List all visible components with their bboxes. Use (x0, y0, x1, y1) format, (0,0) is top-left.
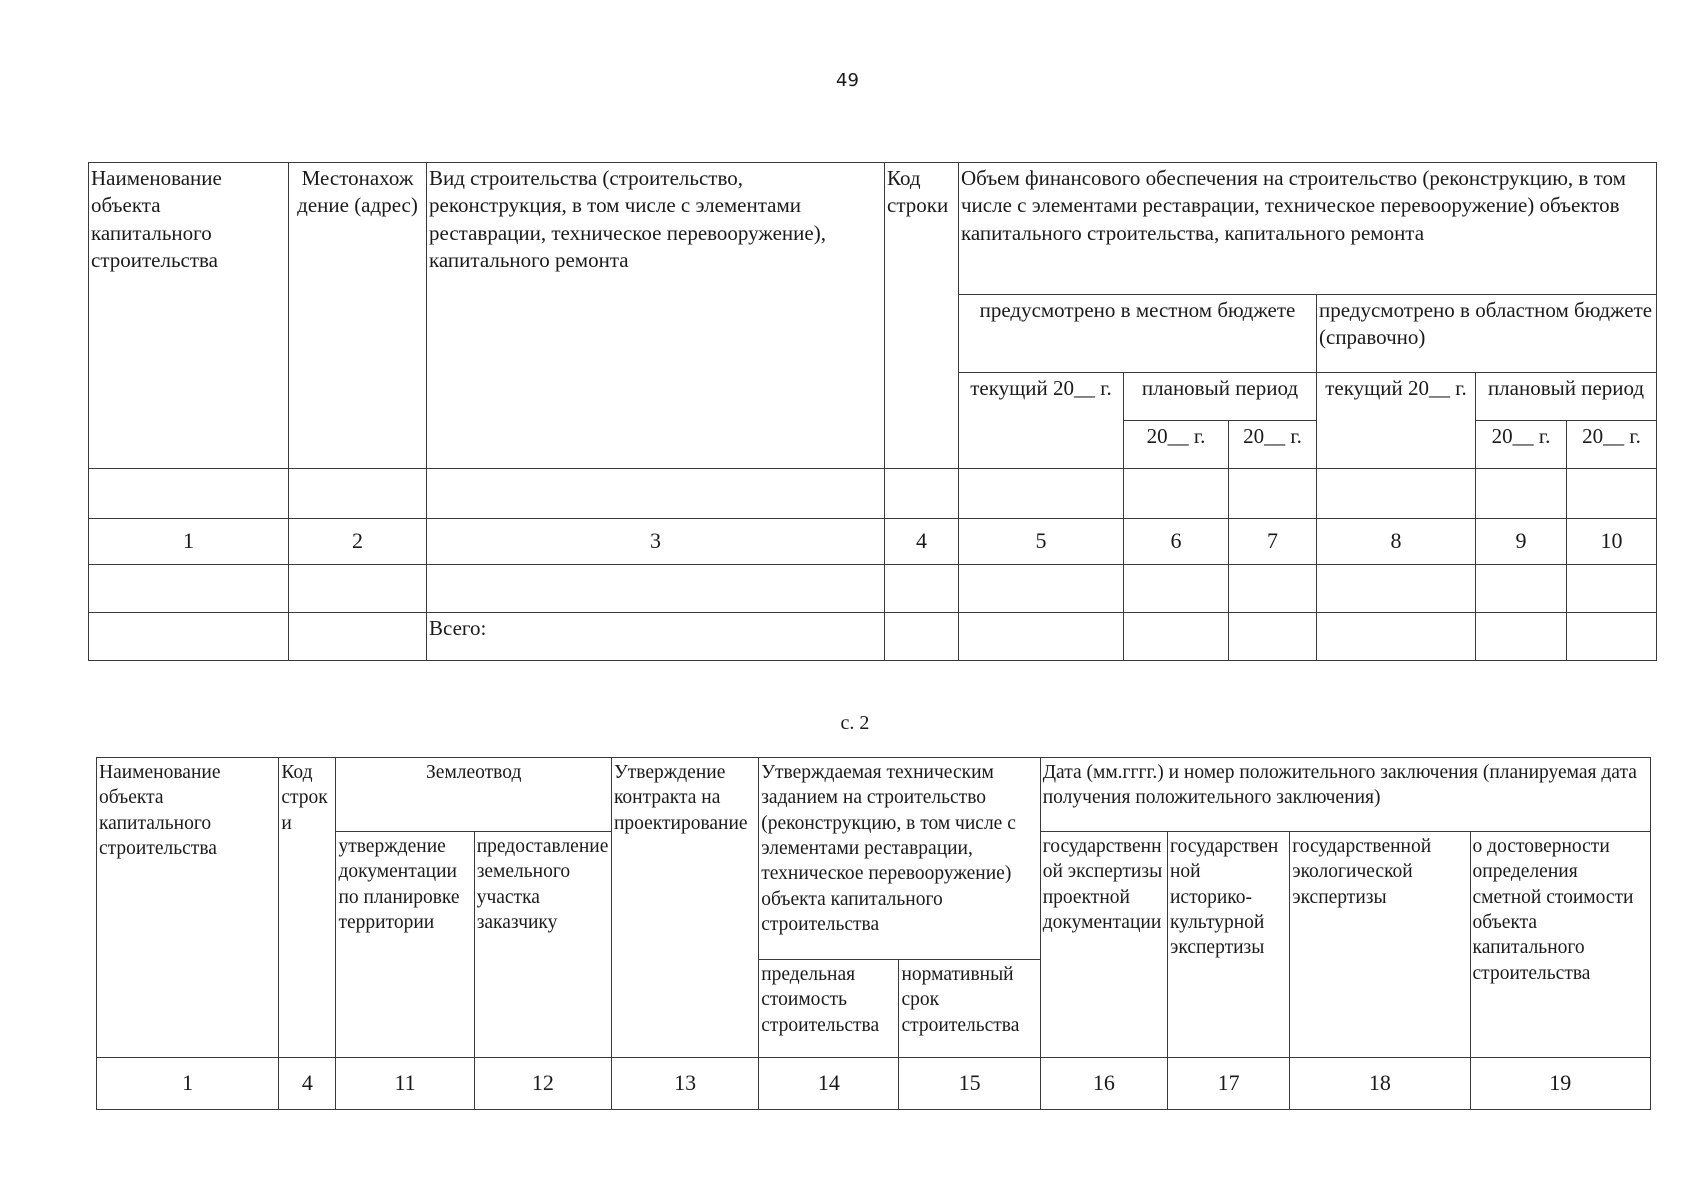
header-row-code: Код строки (885, 163, 959, 469)
column-number: 4 (885, 519, 959, 565)
column-number: 11 (336, 1058, 474, 1110)
column-number: 4 (279, 1058, 336, 1110)
column-number: 10 (1567, 519, 1657, 565)
header-location: Местонахож дение (адрес) (289, 163, 427, 469)
financing-table (88, 162, 1657, 661)
column-number: 9 (1476, 519, 1567, 565)
column-number: 7 (1229, 519, 1317, 565)
header-max-cost: предельная стоимость строительства (759, 960, 899, 1058)
column-number: 8 (1317, 519, 1476, 565)
header-ecological-expertise: государственной экологической экспертизы (1290, 832, 1470, 1058)
header-construction-kind: Вид строительства (строительство, реконструкция, в том числе с элементами реставрации, техническое перевооружение), капитального ремонта (427, 163, 885, 469)
header-object-name: Наименование объекта капитального строительства (89, 163, 289, 469)
column-number-row (97, 1058, 1651, 1110)
header-cost-reliability: о достоверности определения сметной стоимости объекта капитального строительства (1470, 832, 1650, 1058)
header-current-year-local: текущий 20__ г. (959, 373, 1124, 469)
column-number: 3 (427, 519, 885, 565)
header-row-code: Код строки (279, 758, 336, 1058)
header-land-documentation: утверждение документации по планировке территории (336, 832, 474, 1058)
column-number: 12 (474, 1058, 611, 1110)
column-number: 1 (97, 1058, 279, 1110)
header-object-name: Наименование объекта капитального строительства (97, 758, 279, 1058)
header-technical-task: Утверждаемая техническим заданием на строительство (реконструкцию, в том числе с элементами реставрации, техническое перевооружение) объекта капитального строительства (759, 758, 1041, 960)
total-label: Всего: (427, 613, 885, 661)
header-land-allotment: Землеотвод (336, 758, 612, 832)
header-contract-approval: Утверждение контракта на проектирование (611, 758, 758, 1058)
column-number: 2 (289, 519, 427, 565)
header-cultural-expertise: государственной историко-культурной экспертизы (1167, 832, 1289, 1058)
column-number: 17 (1167, 1058, 1289, 1110)
column-number: 16 (1040, 1058, 1167, 1110)
column-number: 15 (899, 1058, 1040, 1110)
column-number: 19 (1470, 1058, 1650, 1110)
header-year-regional-1: 20__ г. (1476, 421, 1567, 469)
header-current-year-regional: текущий 20__ г. (1317, 373, 1476, 469)
column-number: 6 (1124, 519, 1229, 565)
column-number: 1 (89, 519, 289, 565)
column-number: 18 (1290, 1058, 1470, 1110)
header-conclusion: Дата (мм.гггг.) и номер положительного заключения (планируемая дата получения положительного заключения) (1040, 758, 1650, 832)
header-year-local-1: 20__ г. (1124, 421, 1229, 469)
header-state-expertise: государственной экспертизы проектной документации (1040, 832, 1167, 1058)
approvals-table (96, 757, 1651, 1110)
header-planned-period-regional: плановый период (1476, 373, 1657, 421)
column-number: 5 (959, 519, 1124, 565)
header-year-local-2: 20__ г. (1229, 421, 1317, 469)
column-number: 13 (611, 1058, 758, 1110)
empty-data-row (89, 565, 1657, 613)
column-number-row (89, 519, 1657, 565)
header-year-regional-2: 20__ г. (1567, 421, 1657, 469)
page-number: 49 (836, 70, 859, 91)
header-land-provision: предоставление земельного участка заказчику (474, 832, 611, 1058)
column-number: 14 (759, 1058, 899, 1110)
sheet-label: с. 2 (840, 712, 870, 734)
header-local-budget: предусмотрено в местном бюджете (959, 295, 1317, 373)
header-financing-volume: Объем финансового обеспечения на строительство (реконструкцию, в том числе с элементами реставрации, техническое перевооружение) объектов капитального строительства, капитального ремонта (959, 163, 1657, 295)
header-regional-budget: предусмотрено в областном бюджете (справочно) (1317, 295, 1657, 373)
total-row (89, 613, 1657, 661)
header-normative-term: нормативный срок строительства (899, 960, 1040, 1058)
header-planned-period-local: плановый период (1124, 373, 1317, 421)
